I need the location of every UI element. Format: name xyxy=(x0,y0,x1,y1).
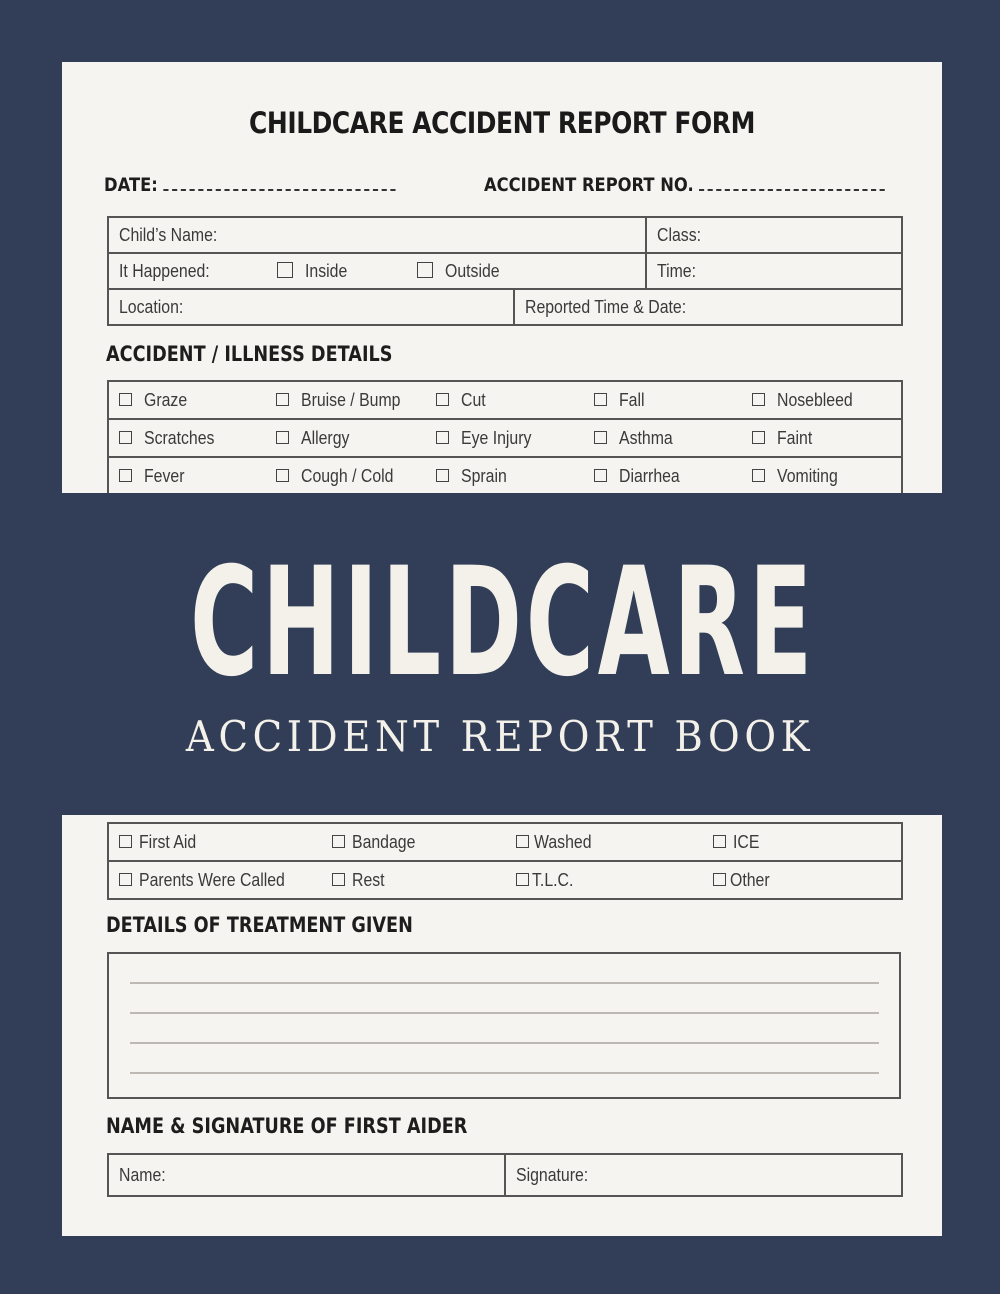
checkbox[interactable] xyxy=(276,393,289,406)
signature-field[interactable]: Signature: xyxy=(505,1154,902,1196)
cover-title: CHILDCARE xyxy=(190,536,816,710)
treatment-option[interactable]: Rest xyxy=(322,861,506,899)
treatment-option[interactable]: Other xyxy=(703,861,902,899)
checkbox[interactable] xyxy=(119,393,132,406)
inside-label: Inside xyxy=(305,260,348,281)
checkbox[interactable] xyxy=(119,469,132,482)
checkbox[interactable] xyxy=(594,469,607,482)
accident-option[interactable]: Vomiting xyxy=(742,457,902,493)
report-no-label: ACCIDENT REPORT NO. xyxy=(484,174,694,196)
treatment-details-title: DETAILS OF TREATMENT GIVEN xyxy=(106,913,413,937)
checkbox[interactable] xyxy=(516,835,529,848)
checkbox[interactable] xyxy=(119,873,132,886)
cover-subtitle: ACCIDENT REPORT BOOK xyxy=(185,712,815,761)
writing-line xyxy=(130,1072,879,1074)
accident-option[interactable]: Allergy xyxy=(266,419,426,457)
writing-line xyxy=(130,982,879,984)
accident-option[interactable]: Graze xyxy=(108,381,266,419)
accident-option[interactable]: Diarrhea xyxy=(584,457,742,493)
checkbox[interactable] xyxy=(276,431,289,444)
checkbox[interactable] xyxy=(276,469,289,482)
reported-time-date-cell: Reported Time & Date: xyxy=(514,289,902,325)
inside-checkbox[interactable] xyxy=(277,262,293,278)
class-cell: Class: xyxy=(646,217,902,253)
treatment-option[interactable]: Bandage xyxy=(322,823,506,861)
checkbox[interactable] xyxy=(436,393,449,406)
report-no-blank-line xyxy=(699,187,885,191)
accident-option[interactable]: Faint xyxy=(742,419,902,457)
accident-option[interactable]: Sprain xyxy=(426,457,584,493)
form-preview-bottom xyxy=(62,815,942,1236)
accident-section-title: ACCIDENT / ILLNESS DETAILS xyxy=(106,342,393,366)
treatment-option[interactable]: ICE xyxy=(703,823,902,861)
checkbox[interactable] xyxy=(594,393,607,406)
checkbox[interactable] xyxy=(752,393,765,406)
child-info-table xyxy=(107,216,903,326)
writing-line xyxy=(130,1012,879,1014)
treatment-row xyxy=(108,861,902,899)
accident-option[interactable]: Eye Injury xyxy=(426,419,584,457)
it-happened-cell: It Happened: Inside Outside xyxy=(108,253,646,289)
childs-name-cell: Child’s Name: xyxy=(108,217,646,253)
treatment-option[interactable]: T.L.C. xyxy=(506,861,703,899)
date-label: DATE: xyxy=(104,174,158,196)
report-no-field xyxy=(484,174,885,196)
checkbox[interactable] xyxy=(119,835,132,848)
accident-option[interactable]: Cut xyxy=(426,381,584,419)
checkbox[interactable] xyxy=(713,835,726,848)
outside-checkbox[interactable] xyxy=(417,262,433,278)
treatment-options-table xyxy=(107,822,903,900)
accident-row xyxy=(108,457,902,493)
checkbox[interactable] xyxy=(332,873,345,886)
form-preview-top xyxy=(62,62,942,493)
treatment-option[interactable]: First Aid xyxy=(108,823,322,861)
accident-option[interactable]: Fever xyxy=(108,457,266,493)
checkbox[interactable] xyxy=(436,469,449,482)
accident-option[interactable]: Nosebleed xyxy=(742,381,902,419)
accident-option[interactable]: Cough / Cold xyxy=(266,457,426,493)
checkbox[interactable] xyxy=(516,873,529,886)
accident-row xyxy=(108,419,902,457)
name-field[interactable]: Name: xyxy=(108,1154,505,1196)
accident-option[interactable]: Asthma xyxy=(584,419,742,457)
form-title: CHILDCARE ACCIDENT REPORT FORM xyxy=(249,106,755,140)
time-cell: Time: xyxy=(646,253,902,289)
treatment-option[interactable]: Parents Were Called xyxy=(108,861,322,899)
location-cell: Location: xyxy=(108,289,514,325)
signature-section-title: NAME & SIGNATURE OF FIRST AIDER xyxy=(106,1114,468,1138)
accident-details-table xyxy=(107,380,903,493)
treatment-row xyxy=(108,823,902,861)
date-blank-line xyxy=(163,187,395,191)
checkbox[interactable] xyxy=(436,431,449,444)
checkbox[interactable] xyxy=(332,835,345,848)
treatment-option[interactable]: Washed xyxy=(506,823,703,861)
checkbox[interactable] xyxy=(752,469,765,482)
outside-label: Outside xyxy=(445,260,500,281)
accident-option[interactable]: Bruise / Bump xyxy=(266,381,426,419)
accident-row xyxy=(108,381,902,419)
treatment-details-area[interactable] xyxy=(107,952,901,1099)
writing-line xyxy=(130,1042,879,1044)
accident-option[interactable]: Scratches xyxy=(108,419,266,457)
checkbox[interactable] xyxy=(594,431,607,444)
first-aider-table xyxy=(107,1153,903,1197)
checkbox[interactable] xyxy=(713,873,726,886)
date-field xyxy=(104,174,395,196)
accident-option[interactable]: Fall xyxy=(584,381,742,419)
checkbox[interactable] xyxy=(119,431,132,444)
checkbox[interactable] xyxy=(752,431,765,444)
